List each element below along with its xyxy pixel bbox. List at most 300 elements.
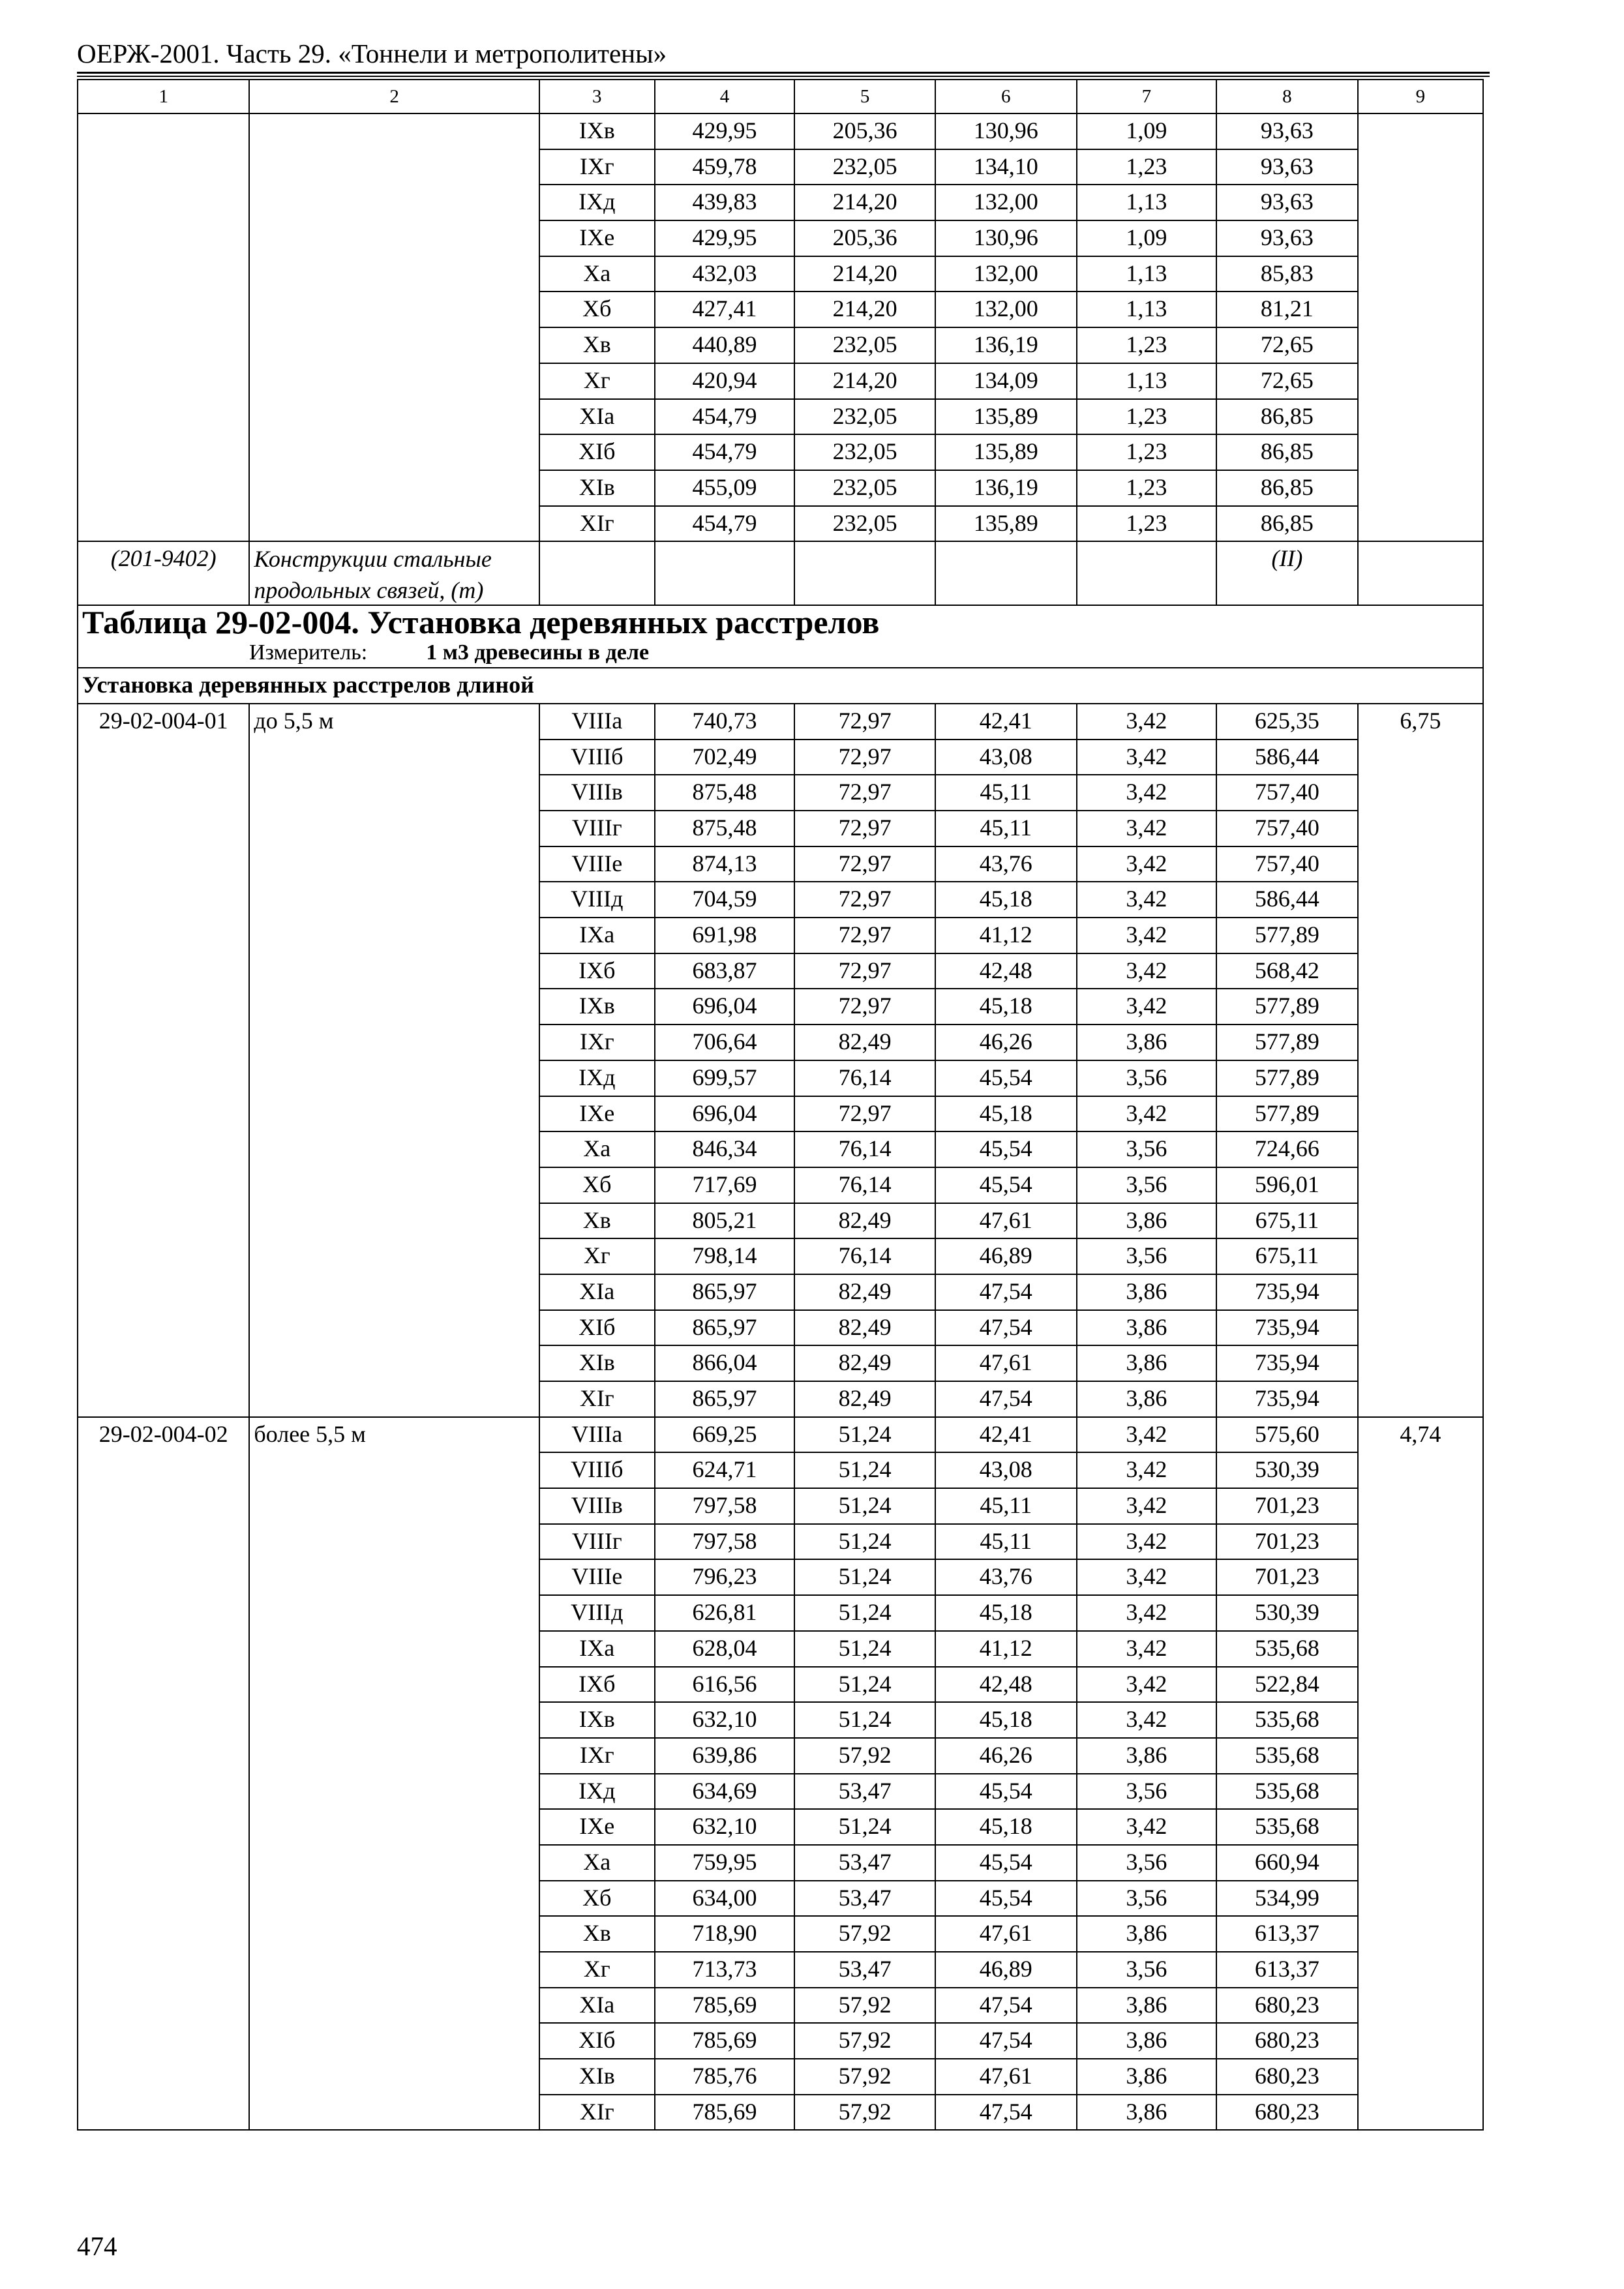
- cell-machinist-wages: 3,42: [1077, 846, 1217, 882]
- cell-direct-costs: 699,57: [655, 1060, 795, 1096]
- cell-labor-wages: 72,97: [794, 704, 935, 740]
- cell-machinist-wages: 3,56: [1077, 1167, 1217, 1203]
- cell-machine-operation: 46,26: [935, 1738, 1077, 1774]
- cell-machinist-wages: 3,42: [1077, 918, 1217, 953]
- cell-region-code: IXд: [539, 1060, 655, 1096]
- cell-region-code: XIв: [539, 2059, 655, 2095]
- resource-description-line2: продольных связей, (т): [254, 577, 484, 604]
- cell-direct-costs: 696,04: [655, 989, 795, 1025]
- cell-direct-costs: 797,58: [655, 1524, 795, 1560]
- cell-machinist-wages: 1,13: [1077, 292, 1217, 327]
- cell-empty: [539, 541, 655, 605]
- cell-labor-wages: 72,97: [794, 740, 935, 775]
- cell-materials: 93,63: [1216, 113, 1358, 149]
- table-row: [78, 113, 1483, 149]
- cell-direct-costs: 634,69: [655, 1774, 795, 1810]
- estimate-table: [77, 79, 1484, 2131]
- cell-machinist-wages: 3,42: [1077, 811, 1217, 846]
- cell-materials: 596,01: [1216, 1167, 1358, 1203]
- cell-region-code: XIг: [539, 1381, 655, 1417]
- cell-direct-costs: 713,73: [655, 1952, 795, 1988]
- cell-region-code: Xа: [539, 256, 655, 292]
- cell-materials: 93,63: [1216, 149, 1358, 185]
- cell-direct-costs: 696,04: [655, 1096, 795, 1132]
- cell-machine-operation: 45,11: [935, 1488, 1077, 1524]
- cell-labor-wages: 82,49: [794, 1381, 935, 1417]
- cell-machinist-wages: 3,86: [1077, 1310, 1217, 1346]
- cell-machine-operation: 45,11: [935, 811, 1077, 846]
- cell-materials: 575,60: [1216, 1417, 1358, 1453]
- resource-code: (201-9402): [78, 541, 249, 605]
- cell-machinist-wages: 3,42: [1077, 1096, 1217, 1132]
- cell-direct-costs: 865,97: [655, 1274, 795, 1310]
- cell-materials: 530,39: [1216, 1452, 1358, 1488]
- cell-region-code: VIIIб: [539, 1452, 655, 1488]
- cell-materials: 72,65: [1216, 327, 1358, 363]
- cell-materials: 577,89: [1216, 1096, 1358, 1132]
- cell-region-code: VIIIе: [539, 846, 655, 882]
- column-number: 5: [794, 80, 935, 113]
- cell-region-code: Xб: [539, 1167, 655, 1203]
- cell-region-code: IXд: [539, 1774, 655, 1810]
- cell-machine-operation: 47,61: [935, 2059, 1077, 2095]
- cell-labor-wages: 57,92: [794, 1988, 935, 2024]
- cell-materials: 613,37: [1216, 1952, 1358, 1988]
- cell-machine-operation: 42,41: [935, 1417, 1077, 1453]
- cell-region-code: IXг: [539, 1025, 655, 1060]
- cell-direct-costs: 454,79: [655, 434, 795, 470]
- cell-labor-wages: 76,14: [794, 1060, 935, 1096]
- cell-labor-wages: 72,97: [794, 918, 935, 953]
- page-number: 474: [77, 2231, 117, 2261]
- cell-machine-operation: 45,18: [935, 1702, 1077, 1738]
- cell-labor-wages: 51,24: [794, 1524, 935, 1560]
- resource-description-line1: Конструкции стальные: [254, 546, 492, 573]
- cell-region-code: IXб: [539, 1667, 655, 1703]
- cell-labor-wages: 76,14: [794, 1167, 935, 1203]
- cell-labor-wages: 76,14: [794, 1131, 935, 1167]
- cell-machine-operation: 42,41: [935, 704, 1077, 740]
- cell-direct-costs: 626,81: [655, 1595, 795, 1631]
- cell-materials: 680,23: [1216, 1988, 1358, 2024]
- cell-direct-costs: 797,58: [655, 1488, 795, 1524]
- cell-machinist-wages: 3,42: [1077, 1631, 1217, 1667]
- cell-direct-costs: 805,21: [655, 1203, 795, 1239]
- cell-machine-operation: 47,61: [935, 1203, 1077, 1239]
- cell-materials: 577,89: [1216, 1060, 1358, 1096]
- cell-materials: 577,89: [1216, 989, 1358, 1025]
- cell-direct-costs: 420,94: [655, 363, 795, 399]
- cell-region-code: IXе: [539, 1809, 655, 1845]
- cell-machinist-wages: 3,42: [1077, 1488, 1217, 1524]
- cell-machinist-wages: 3,56: [1077, 1845, 1217, 1881]
- cell-direct-costs: 740,73: [655, 704, 795, 740]
- column-number: 9: [1358, 80, 1483, 113]
- cell-machinist-wages: 1,23: [1077, 470, 1217, 506]
- cell-machine-operation: 42,48: [935, 953, 1077, 989]
- cell-machine-operation: 132,00: [935, 292, 1077, 327]
- cell-materials: 568,42: [1216, 953, 1358, 989]
- cell-materials: 735,94: [1216, 1381, 1358, 1417]
- cell-direct-costs: 865,97: [655, 1310, 795, 1346]
- cell-direct-costs: 632,10: [655, 1809, 795, 1845]
- cell-region-code: IXа: [539, 1631, 655, 1667]
- cell-empty: [935, 541, 1077, 605]
- cell-machine-operation: 45,11: [935, 775, 1077, 811]
- cell-machine-operation: 45,54: [935, 1845, 1077, 1881]
- cell-region-code: XIб: [539, 434, 655, 470]
- cell-machine-operation: 45,54: [935, 1131, 1077, 1167]
- unit-label: Измеритель:: [249, 640, 368, 665]
- cell-direct-costs: 846,34: [655, 1131, 795, 1167]
- cell-materials: 701,23: [1216, 1524, 1358, 1560]
- cell-machine-operation: 135,89: [935, 506, 1077, 542]
- cell-machinist-wages: 3,86: [1077, 1738, 1217, 1774]
- cell-direct-costs: 691,98: [655, 918, 795, 953]
- cell-materials: 81,21: [1216, 292, 1358, 327]
- cell-machine-operation: 47,54: [935, 2095, 1077, 2131]
- cell-labor-wages: 57,92: [794, 2023, 935, 2059]
- cell-materials: 735,94: [1216, 1274, 1358, 1310]
- cell-region-code: VIIIв: [539, 1488, 655, 1524]
- cell-machine-operation: 134,09: [935, 363, 1077, 399]
- cell-labor-wages: 232,05: [794, 434, 935, 470]
- cell-machine-operation: 47,54: [935, 1310, 1077, 1346]
- resource-class: (II): [1216, 541, 1358, 605]
- cell-materials: 535,68: [1216, 1738, 1358, 1774]
- cell-region-code: IXа: [539, 918, 655, 953]
- cell-labor-wages: 205,36: [794, 220, 935, 256]
- cell-machinist-wages: 3,86: [1077, 1274, 1217, 1310]
- cell-materials: 86,85: [1216, 434, 1358, 470]
- cell-machine-operation: 43,76: [935, 1559, 1077, 1595]
- cell-labor-wages: 214,20: [794, 363, 935, 399]
- column-number: 1: [78, 80, 249, 113]
- cell-machinist-wages: 3,42: [1077, 1595, 1217, 1631]
- cell-labor-wages: 76,14: [794, 1238, 935, 1274]
- cell-machine-operation: 45,54: [935, 1881, 1077, 1917]
- cell-region-code: Xб: [539, 292, 655, 327]
- cell-materials: 534,99: [1216, 1881, 1358, 1917]
- cell-region-code: Xа: [539, 1131, 655, 1167]
- cell-labor-wages: 82,49: [794, 1345, 935, 1381]
- cell-machine-operation: 41,12: [935, 1631, 1077, 1667]
- column-number-row: [78, 80, 1483, 113]
- cell-labor-wages: 214,20: [794, 185, 935, 220]
- cell-machine-operation: 45,18: [935, 1096, 1077, 1132]
- cell-materials: 93,63: [1216, 220, 1358, 256]
- cell-region-code: IXд: [539, 185, 655, 220]
- cell-materials: 701,23: [1216, 1488, 1358, 1524]
- cell-machine-operation: 47,61: [935, 1345, 1077, 1381]
- cell-labor-wages: 57,92: [794, 1738, 935, 1774]
- cell-machinist-wages: 3,56: [1077, 1774, 1217, 1810]
- cell-machinist-wages: 3,42: [1077, 1559, 1217, 1595]
- cell-direct-costs: 866,04: [655, 1345, 795, 1381]
- cell-materials: 586,44: [1216, 740, 1358, 775]
- cell-machinist-wages: 1,23: [1077, 434, 1217, 470]
- cell-direct-costs: 718,90: [655, 1916, 795, 1952]
- cell-machine-operation: 47,54: [935, 2023, 1077, 2059]
- cell-labor-wages: 51,24: [794, 1809, 935, 1845]
- cell-direct-costs: 785,76: [655, 2059, 795, 2095]
- cell-region-code: Xг: [539, 363, 655, 399]
- cell-labor-wages: 232,05: [794, 327, 935, 363]
- item-description: более 5,5 м: [249, 1417, 539, 2131]
- cell-direct-costs: 798,14: [655, 1238, 795, 1274]
- cell-machine-operation: 45,18: [935, 989, 1077, 1025]
- cell-labor-wages: 51,24: [794, 1702, 935, 1738]
- table-title-cell: [78, 605, 1483, 668]
- cell-labor-wages: 232,05: [794, 506, 935, 542]
- cell-labor-wages: 82,49: [794, 1274, 935, 1310]
- cell-labor-wages: 232,05: [794, 470, 935, 506]
- cell-direct-costs: 865,97: [655, 1381, 795, 1417]
- cell-machine-operation: 47,54: [935, 1381, 1077, 1417]
- cell-machinist-wages: 1,23: [1077, 399, 1217, 435]
- cell-machine-operation: 47,54: [935, 1988, 1077, 2024]
- cell-labor-wages: 72,97: [794, 846, 935, 882]
- cell-col9-empty: [1358, 113, 1483, 541]
- cell-region-code: VIIIг: [539, 1524, 655, 1560]
- cell-machinist-wages: 1,13: [1077, 256, 1217, 292]
- cell-labor-wages: 72,97: [794, 882, 935, 918]
- cell-direct-costs: 454,79: [655, 506, 795, 542]
- cell-materials: 735,94: [1216, 1345, 1358, 1381]
- cell-region-code: VIIIа: [539, 1417, 655, 1453]
- cell-machinist-wages: 3,56: [1077, 1060, 1217, 1096]
- cell-machinist-wages: 3,42: [1077, 1809, 1217, 1845]
- cell-labor-wages: 51,24: [794, 1559, 935, 1595]
- cell-region-code: Xг: [539, 1952, 655, 1988]
- cell-machinist-wages: 3,56: [1077, 1131, 1217, 1167]
- cell-machine-operation: 136,19: [935, 470, 1077, 506]
- cell-direct-costs: 706,64: [655, 1025, 795, 1060]
- cell-labor-wages: 51,24: [794, 1667, 935, 1703]
- column-number: 2: [249, 80, 539, 113]
- cell-direct-costs: 785,69: [655, 2095, 795, 2131]
- cell-direct-costs: 459,78: [655, 149, 795, 185]
- cell-materials: 85,83: [1216, 256, 1358, 292]
- cell-region-code: Xг: [539, 1238, 655, 1274]
- cell-region-code: Xб: [539, 1881, 655, 1917]
- cell-labor-wages: 51,24: [794, 1488, 935, 1524]
- cell-machinist-wages: 3,86: [1077, 1916, 1217, 1952]
- cell-machine-operation: 47,54: [935, 1274, 1077, 1310]
- table-row: [78, 704, 1483, 740]
- cell-labor-wages: 51,24: [794, 1417, 935, 1453]
- cell-region-code: IXв: [539, 113, 655, 149]
- subheading-row: [78, 668, 1483, 704]
- cell-region-code: VIIIе: [539, 1559, 655, 1595]
- cell-materials: 535,68: [1216, 1631, 1358, 1667]
- estimate-table-body: [78, 80, 1483, 2130]
- cell-direct-costs: 669,25: [655, 1417, 795, 1453]
- cell-direct-costs: 439,83: [655, 185, 795, 220]
- cell-machine-operation: 134,10: [935, 149, 1077, 185]
- cell-region-code: XIг: [539, 506, 655, 542]
- cell-labor-wages: 51,24: [794, 1452, 935, 1488]
- cell-labor-wages: 72,97: [794, 811, 935, 846]
- cell-materials: 724,66: [1216, 1131, 1358, 1167]
- cell-machinist-wages: 3,42: [1077, 704, 1217, 740]
- cell-region-code: VIIIб: [539, 740, 655, 775]
- cell-direct-costs: 427,41: [655, 292, 795, 327]
- cell-direct-costs: 702,49: [655, 740, 795, 775]
- cell-materials: 625,35: [1216, 704, 1358, 740]
- cell-direct-costs: 432,03: [655, 256, 795, 292]
- cell-machine-operation: 132,00: [935, 256, 1077, 292]
- cell-machine-operation: 46,89: [935, 1238, 1077, 1274]
- cell-machinist-wages: 3,42: [1077, 1417, 1217, 1453]
- cell-materials: 577,89: [1216, 918, 1358, 953]
- column-number: 8: [1216, 80, 1358, 113]
- cell-direct-costs: 639,86: [655, 1738, 795, 1774]
- cell-machinist-wages: 3,56: [1077, 1238, 1217, 1274]
- cell-direct-costs: 717,69: [655, 1167, 795, 1203]
- subheading: Установка деревянных расстрелов длиной: [78, 668, 1483, 704]
- cell-labor-wages: 214,20: [794, 256, 935, 292]
- cell-region-code: XIа: [539, 1988, 655, 2024]
- cell-labor-wages: 72,97: [794, 989, 935, 1025]
- cell-region-code: IXв: [539, 1702, 655, 1738]
- cell-materials: 530,39: [1216, 1595, 1358, 1631]
- cell-direct-costs: 429,95: [655, 220, 795, 256]
- cell-machine-operation: 45,18: [935, 1595, 1077, 1631]
- column-number: 6: [935, 80, 1077, 113]
- cell-region-code: XIа: [539, 1274, 655, 1310]
- cell-machinist-wages: 3,42: [1077, 1524, 1217, 1560]
- cell-direct-costs: 796,23: [655, 1559, 795, 1595]
- cell-direct-costs: 874,13: [655, 846, 795, 882]
- cell-materials: 586,44: [1216, 882, 1358, 918]
- column-number: 7: [1077, 80, 1217, 113]
- cell-materials: 675,11: [1216, 1203, 1358, 1239]
- cell-machine-operation: 41,12: [935, 918, 1077, 953]
- cell-desc-empty: [249, 113, 539, 541]
- cell-machine-operation: 130,96: [935, 113, 1077, 149]
- cell-machinist-wages: 1,13: [1077, 363, 1217, 399]
- cell-machinist-wages: 1,09: [1077, 113, 1217, 149]
- cell-machine-operation: 43,08: [935, 1452, 1077, 1488]
- cell-region-code: XIг: [539, 2095, 655, 2131]
- cell-machinist-wages: 1,13: [1077, 185, 1217, 220]
- cell-machinist-wages: 3,42: [1077, 1667, 1217, 1703]
- cell-region-code: IXе: [539, 1096, 655, 1132]
- cell-machine-operation: 45,11: [935, 1524, 1077, 1560]
- cell-materials: 86,85: [1216, 399, 1358, 435]
- cell-region-code: Xв: [539, 1916, 655, 1952]
- cell-direct-costs: 704,59: [655, 882, 795, 918]
- cell-machine-operation: 45,54: [935, 1774, 1077, 1810]
- cell-region-code: VIIIд: [539, 882, 655, 918]
- cell-machinist-wages: 3,42: [1077, 1702, 1217, 1738]
- table-row: [78, 1417, 1483, 1453]
- header-rule-bottom: [77, 76, 1490, 77]
- cell-machinist-wages: 3,86: [1077, 2059, 1217, 2095]
- cell-labor-wages: 53,47: [794, 1952, 935, 1988]
- cell-direct-costs: 785,69: [655, 1988, 795, 2024]
- cell-labor-wages: 72,97: [794, 775, 935, 811]
- page-header-title: ОЕРЖ-2001. Часть 29. «Тоннели и метрополитены»: [77, 38, 667, 68]
- cell-machine-operation: 43,76: [935, 846, 1077, 882]
- cell-region-code: IXг: [539, 1738, 655, 1774]
- cell-machinist-wages: 3,86: [1077, 1988, 1217, 2024]
- cell-machinist-wages: 3,56: [1077, 1881, 1217, 1917]
- cell-labor-wages: 51,24: [794, 1631, 935, 1667]
- item-code: 29-02-004-01: [78, 704, 249, 1417]
- cell-machine-operation: 130,96: [935, 220, 1077, 256]
- cell-direct-costs: 875,48: [655, 811, 795, 846]
- cell-machine-operation: 132,00: [935, 185, 1077, 220]
- cell-direct-costs: 628,04: [655, 1631, 795, 1667]
- cell-materials: 522,84: [1216, 1667, 1358, 1703]
- cell-region-code: XIа: [539, 399, 655, 435]
- column-number: 4: [655, 80, 795, 113]
- cell-materials: 757,40: [1216, 811, 1358, 846]
- cell-materials: 701,23: [1216, 1559, 1358, 1595]
- column-number: 3: [539, 80, 655, 113]
- cell-direct-costs: 624,71: [655, 1452, 795, 1488]
- unit-line: [82, 638, 1479, 667]
- cell-machinist-wages: 3,42: [1077, 740, 1217, 775]
- cell-materials: 535,68: [1216, 1809, 1358, 1845]
- item-labor-hours: 4,74: [1358, 1417, 1483, 2131]
- cell-machine-operation: 45,18: [935, 1809, 1077, 1845]
- cell-empty: [1077, 541, 1217, 605]
- cell-machine-operation: 135,89: [935, 434, 1077, 470]
- cell-labor-wages: 214,20: [794, 292, 935, 327]
- cell-region-code: IXг: [539, 149, 655, 185]
- cell-region-code: XIб: [539, 1310, 655, 1346]
- cell-empty: [655, 541, 795, 605]
- cell-machinist-wages: 1,23: [1077, 149, 1217, 185]
- cell-direct-costs: 634,00: [655, 1881, 795, 1917]
- table-title-row: [78, 605, 1483, 668]
- cell-empty: [1358, 541, 1483, 605]
- cell-materials: 535,68: [1216, 1702, 1358, 1738]
- cell-materials: 680,23: [1216, 2023, 1358, 2059]
- cell-machinist-wages: 3,86: [1077, 1381, 1217, 1417]
- cell-machinist-wages: 1,23: [1077, 506, 1217, 542]
- cell-machinist-wages: 3,86: [1077, 2095, 1217, 2131]
- cell-machine-operation: 45,54: [935, 1060, 1077, 1096]
- cell-machine-operation: 47,61: [935, 1916, 1077, 1952]
- cell-direct-costs: 759,95: [655, 1845, 795, 1881]
- cell-labor-wages: 82,49: [794, 1025, 935, 1060]
- cell-machinist-wages: 3,86: [1077, 1345, 1217, 1381]
- cell-machinist-wages: 3,42: [1077, 1452, 1217, 1488]
- cell-machine-operation: 135,89: [935, 399, 1077, 435]
- cell-machinist-wages: 3,42: [1077, 882, 1217, 918]
- cell-machine-operation: 45,54: [935, 1167, 1077, 1203]
- cell-labor-wages: 53,47: [794, 1845, 935, 1881]
- cell-direct-costs: 454,79: [655, 399, 795, 435]
- cell-labor-wages: 205,36: [794, 113, 935, 149]
- cell-region-code: IXе: [539, 220, 655, 256]
- cell-machine-operation: 42,48: [935, 1667, 1077, 1703]
- cell-region-code: VIIIв: [539, 775, 655, 811]
- cell-region-code: VIIIд: [539, 1595, 655, 1631]
- cell-machinist-wages: 3,42: [1077, 953, 1217, 989]
- cell-machinist-wages: 3,86: [1077, 2023, 1217, 2059]
- cell-region-code: XIв: [539, 1345, 655, 1381]
- header-rule-top: [77, 72, 1490, 74]
- cell-labor-wages: 57,92: [794, 1916, 935, 1952]
- cell-direct-costs: 440,89: [655, 327, 795, 363]
- cell-labor-wages: 57,92: [794, 2095, 935, 2131]
- cell-labor-wages: 53,47: [794, 1881, 935, 1917]
